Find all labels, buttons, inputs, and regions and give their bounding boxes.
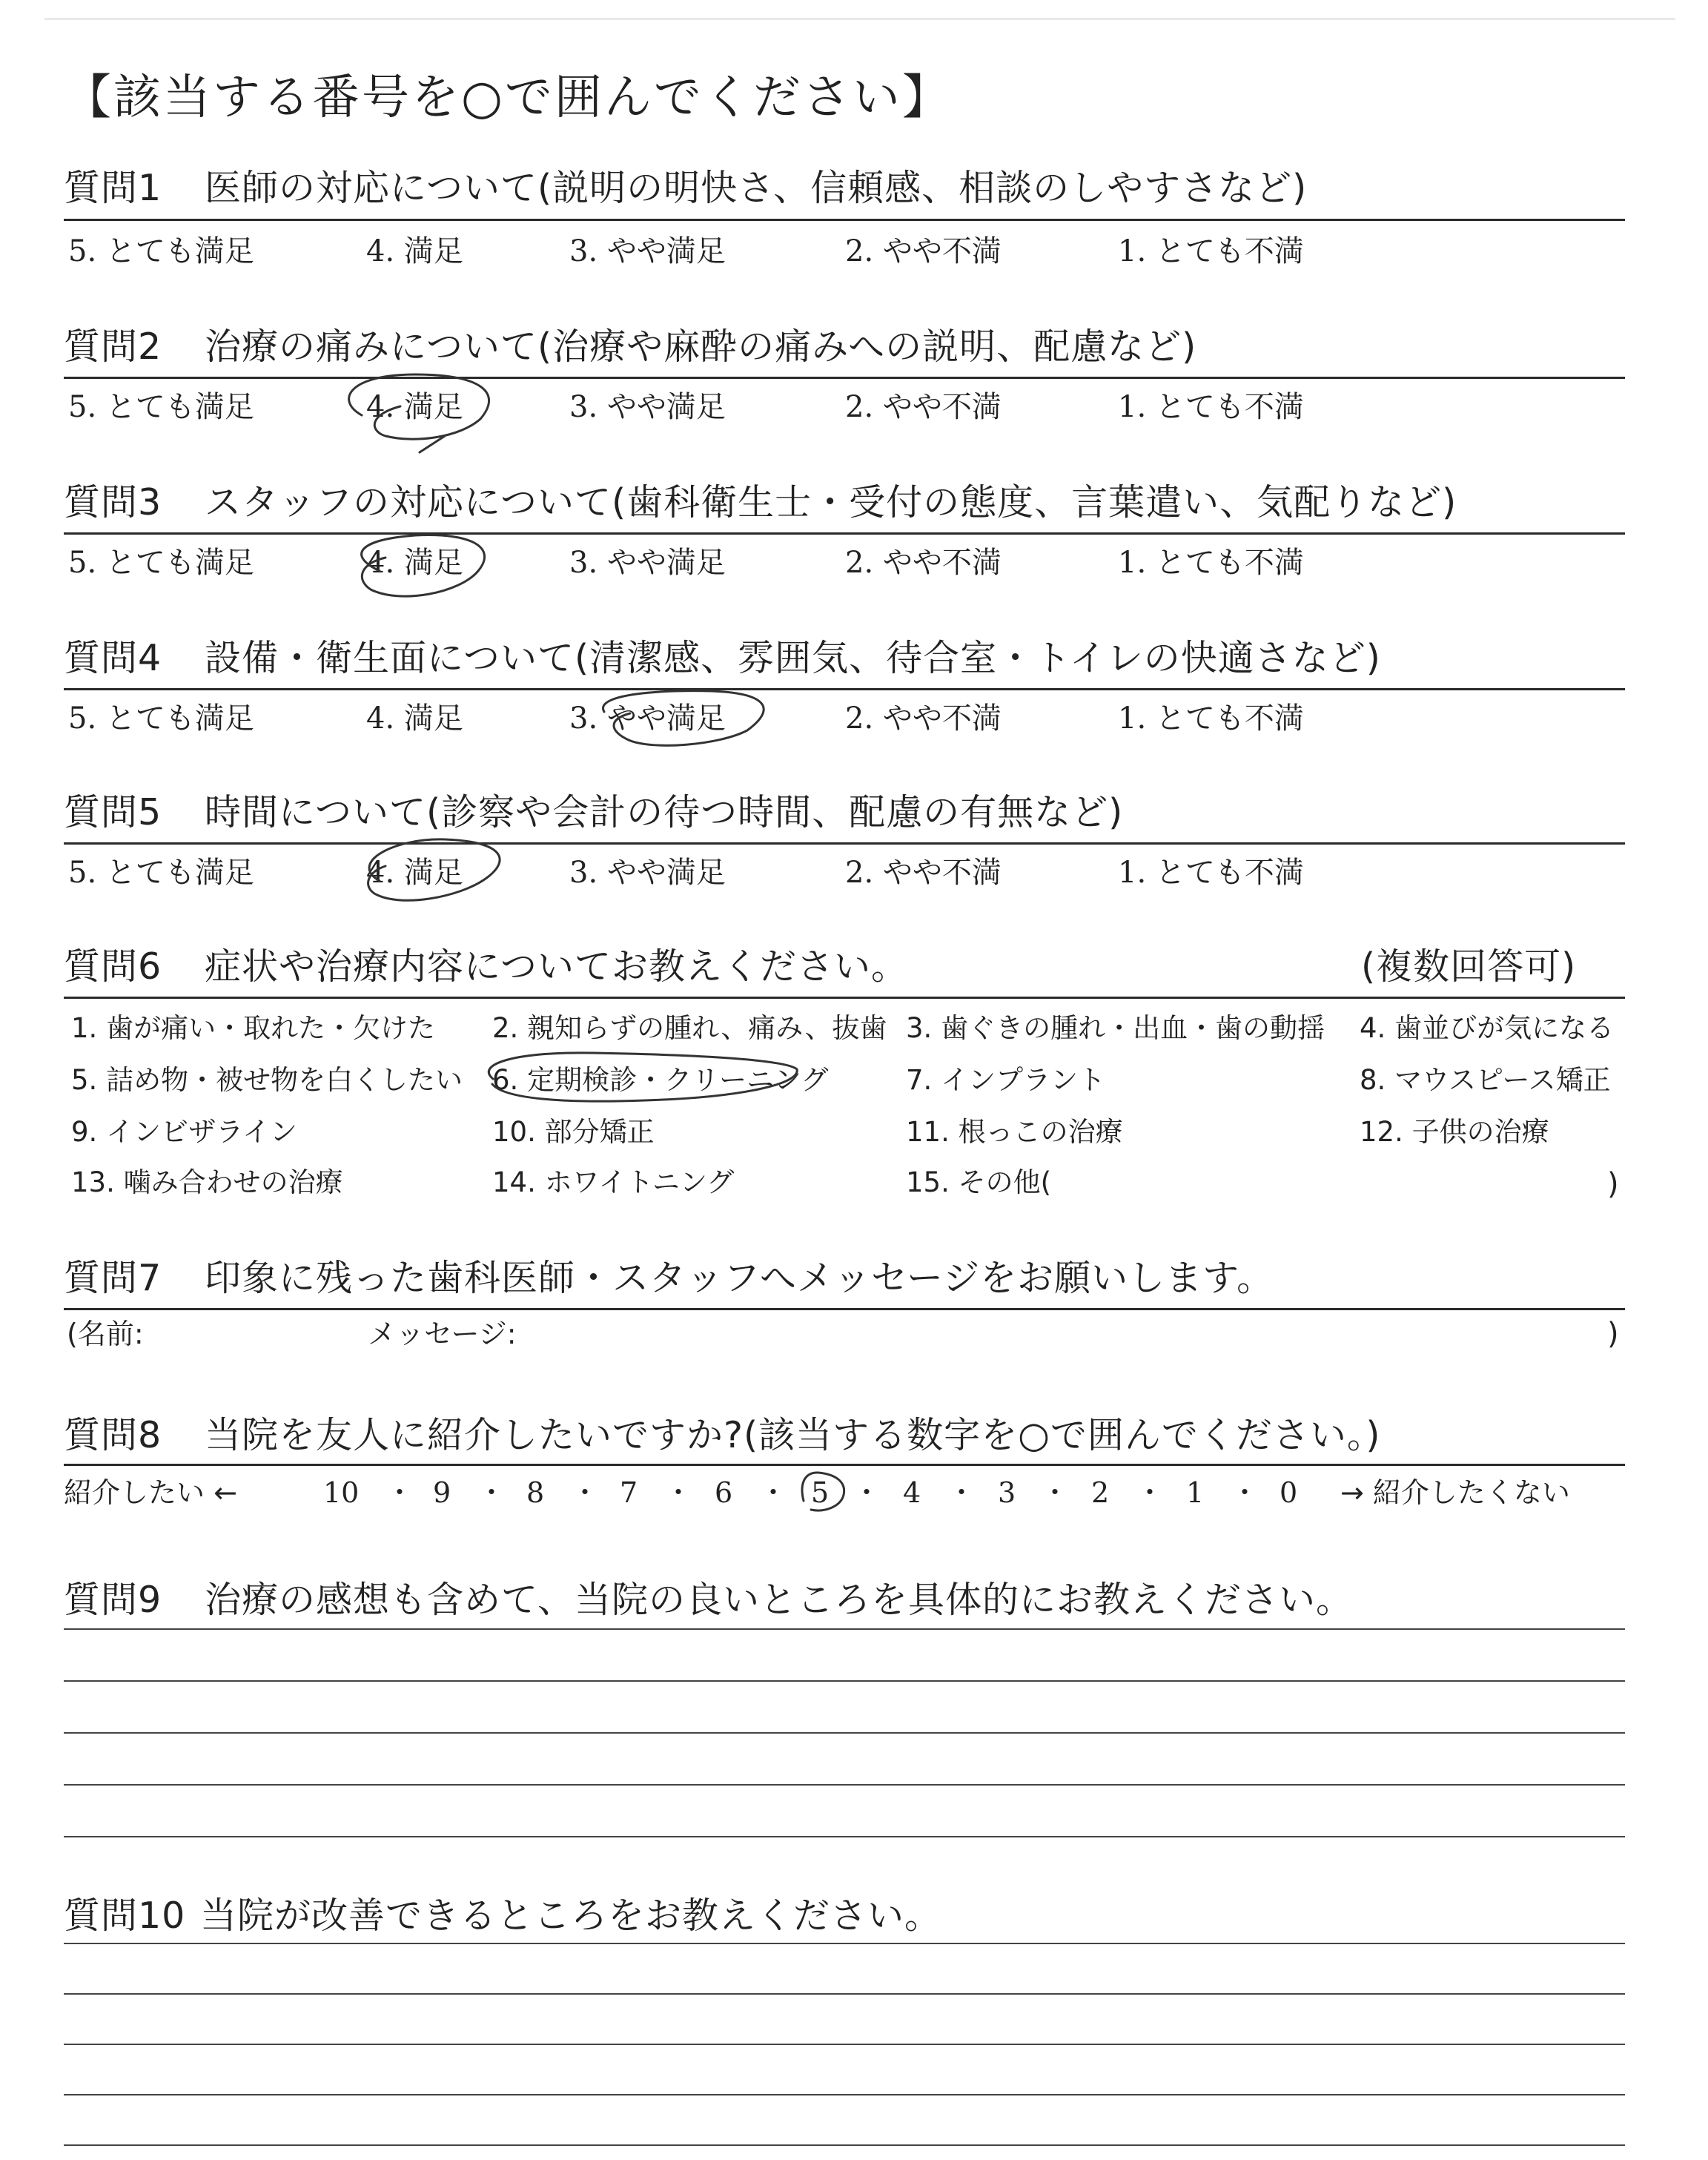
question-text: 症状や治療内容についてお教えください。 [205, 945, 909, 988]
answer-line[interactable] [64, 1836, 1625, 1837]
q1-option-1[interactable]: 1. とても不満 [1118, 234, 1304, 268]
question-6-rule [64, 997, 1625, 999]
scale-separator: ・ [477, 1476, 506, 1509]
q6-item-14[interactable]: 14. ホワイトニング [492, 1166, 735, 1198]
q6-item-15[interactable]: 15. その他( [906, 1166, 1052, 1198]
scale-3[interactable]: 3 [998, 1476, 1016, 1509]
answer-line[interactable] [64, 1732, 1625, 1734]
multiple-answer-note: (複数回答可) [1361, 945, 1577, 988]
q3-option-3[interactable]: 3. やや満足 [569, 546, 726, 580]
question-5-rule [64, 842, 1625, 845]
question-number: 質問5 [64, 791, 162, 833]
scale-separator: ・ [1136, 1476, 1165, 1509]
scale-1[interactable]: 1 [1186, 1476, 1205, 1509]
q1-option-4[interactable]: 4. 満足 [366, 234, 463, 268]
answer-line[interactable] [64, 2044, 1625, 2045]
q5-option-4[interactable]: 4. 満足 [366, 856, 463, 890]
question-6-title [64, 945, 908, 989]
scale-separator: ・ [853, 1476, 881, 1509]
q4-option-5[interactable]: 5. とても満足 [68, 701, 254, 736]
question-10-title [64, 1894, 941, 1938]
q1-option-3[interactable]: 3. やや満足 [569, 234, 726, 268]
question-text: 医師の対応について(説明の明快さ、信頼感、相談のしやすさなど) [205, 167, 1308, 209]
question-1-rule [64, 219, 1625, 221]
q6-item-8[interactable]: 8. マウスピース矯正 [1360, 1064, 1611, 1096]
q6-item-7[interactable]: 7. インプラント [906, 1064, 1106, 1096]
answer-line[interactable] [64, 1628, 1625, 1630]
q5-option-5[interactable]: 5. とても満足 [68, 856, 254, 890]
question-number: 質問4 [64, 637, 162, 679]
q2-option-1[interactable]: 1. とても不満 [1118, 390, 1304, 424]
question-3-rule [64, 532, 1625, 535]
question-8-title [64, 1413, 1381, 1458]
question-number: 質問1 [64, 167, 162, 209]
scale-separator: ・ [947, 1476, 976, 1509]
q4-option-3[interactable]: 3. やや満足 [569, 701, 726, 736]
question-number: 質問6 [64, 945, 162, 988]
question-9-title [64, 1578, 1353, 1622]
scale-separator: ・ [571, 1476, 600, 1509]
q2-option-2[interactable]: 2. やや不満 [845, 390, 1002, 424]
q6-item-2[interactable]: 2. 親知らずの腫れ、痛み、抜歯 [492, 1012, 887, 1044]
scale-0[interactable]: 0 [1280, 1476, 1298, 1509]
answer-line[interactable] [64, 1993, 1625, 1995]
name-label: (名前: [67, 1318, 144, 1350]
question-text: スタッフの対応について(歯科衛生士・受付の態度、言葉遣い、気配りなど) [205, 481, 1457, 524]
page-heading: 【該当する番号を○で囲んでください】 [64, 70, 952, 125]
q6-item-10[interactable]: 10. 部分矯正 [492, 1116, 655, 1148]
q5-option-3[interactable]: 3. やや満足 [569, 856, 726, 890]
message-label: メッセージ: [368, 1318, 517, 1350]
scale-separator: ・ [664, 1476, 693, 1509]
question-4-rule [64, 688, 1625, 690]
q3-option-2[interactable]: 2. やや不満 [845, 546, 1002, 580]
question-8-rule [64, 1464, 1625, 1466]
scale-6[interactable]: 6 [715, 1476, 733, 1509]
q4-option-4[interactable]: 4. 満足 [366, 701, 463, 736]
question-text: 印象に残った歯科医師・スタッフへメッセージをお願いします。 [205, 1257, 1274, 1299]
scan-edge [44, 18, 1675, 20]
question-number: 質問7 [64, 1257, 162, 1299]
q1-option-5[interactable]: 5. とても満足 [68, 234, 254, 268]
q6-item-13[interactable]: 13. 噛み合わせの治療 [71, 1166, 343, 1198]
question-text: 当院が改善できるところをお教えください。 [200, 1895, 942, 1937]
scale-10[interactable]: 10 [323, 1476, 360, 1509]
question-1-title [64, 166, 1307, 211]
scale-8[interactable]: 8 [526, 1476, 545, 1509]
scale-9[interactable]: 9 [433, 1476, 451, 1509]
q3-option-1[interactable]: 1. とても不満 [1118, 546, 1304, 580]
question-text: 治療の感想も含めて、当院の良いところを具体的にお教えください。 [205, 1579, 1354, 1621]
question-7-rule [64, 1308, 1625, 1310]
recommend-label: 紹介したい ← [64, 1476, 237, 1509]
scale-separator: ・ [1231, 1476, 1260, 1509]
q2-option-3[interactable]: 3. やや満足 [569, 390, 726, 424]
q4-option-2[interactable]: 2. やや不満 [845, 701, 1002, 736]
answer-line[interactable] [64, 1943, 1625, 1944]
question-4-title [64, 636, 1381, 681]
q7-closing-paren: ) [1607, 1317, 1619, 1351]
question-text: 治療の痛みについて(治療や麻酔の痛みへの説明、配慮など) [205, 326, 1197, 368]
question-3-title [64, 480, 1457, 525]
q2-option-4[interactable]: 4. 満足 [366, 390, 463, 424]
scale-5[interactable]: 5 [811, 1476, 830, 1509]
question-text: 設備・衛生面について(清潔感、雰囲気、待合室・トイレの快適さなど) [205, 637, 1381, 679]
scale-2[interactable]: 2 [1091, 1476, 1110, 1509]
q6-item-9[interactable]: 9. インビザライン [71, 1116, 297, 1148]
q2-option-5[interactable]: 5. とても満足 [68, 390, 254, 424]
question-number: 質問10 [64, 1895, 186, 1937]
q6-item-12[interactable]: 12. 子供の治療 [1360, 1116, 1549, 1148]
q6-item-1[interactable]: 1. 歯が痛い・取れた・欠けた [71, 1012, 436, 1044]
question-text: 時間について(診察や会計の待つ時間、配慮の有無など) [205, 791, 1124, 833]
scale-7[interactable]: 7 [620, 1476, 638, 1509]
q3-option-5[interactable]: 5. とても満足 [68, 546, 254, 580]
question-number: 質問2 [64, 326, 162, 368]
answer-line[interactable] [64, 1680, 1625, 1682]
scale-4[interactable]: 4 [903, 1476, 921, 1509]
answer-line[interactable] [64, 2144, 1625, 2146]
q4-option-1[interactable]: 1. とても不満 [1118, 701, 1304, 736]
scale-separator: ・ [759, 1476, 788, 1509]
question-text: 当院を友人に紹介したいですか?(該当する数字を○で囲んでください。) [205, 1414, 1381, 1456]
q5-option-1[interactable]: 1. とても不満 [1118, 856, 1304, 890]
scale-separator: ・ [1041, 1476, 1070, 1509]
scale-separator: ・ [385, 1476, 414, 1509]
q6-item-4[interactable]: 4. 歯並びが気になる [1360, 1012, 1615, 1044]
q6-item-3[interactable]: 3. 歯ぐきの腫れ・出血・歯の動揺 [906, 1012, 1325, 1044]
q6-item-6[interactable]: 6. 定期検診・クリーニング [492, 1064, 829, 1096]
q6-item-11[interactable]: 11. 根っこの治療 [906, 1116, 1123, 1148]
q6-other-closing-paren: ) [1607, 1167, 1619, 1201]
q3-option-4[interactable]: 4. 満足 [366, 546, 463, 580]
answer-line[interactable] [64, 1784, 1625, 1786]
q6-item-5[interactable]: 5. 詰め物・被せ物を白くしたい [71, 1064, 463, 1096]
not-recommend-label: → 紹介したくない [1340, 1476, 1570, 1509]
question-2-rule [64, 377, 1625, 379]
question-number: 質問8 [64, 1414, 162, 1456]
q2-answer-tail [420, 436, 445, 452]
answer-line[interactable] [64, 2094, 1625, 2095]
question-7-title [64, 1256, 1274, 1301]
question-number: 質問9 [64, 1579, 162, 1621]
q1-option-2[interactable]: 2. やや不満 [845, 234, 1002, 268]
q5-option-2[interactable]: 2. やや不満 [845, 856, 1002, 890]
question-2-title [64, 325, 1196, 369]
question-5-title [64, 790, 1123, 835]
question-number: 質問3 [64, 481, 162, 524]
